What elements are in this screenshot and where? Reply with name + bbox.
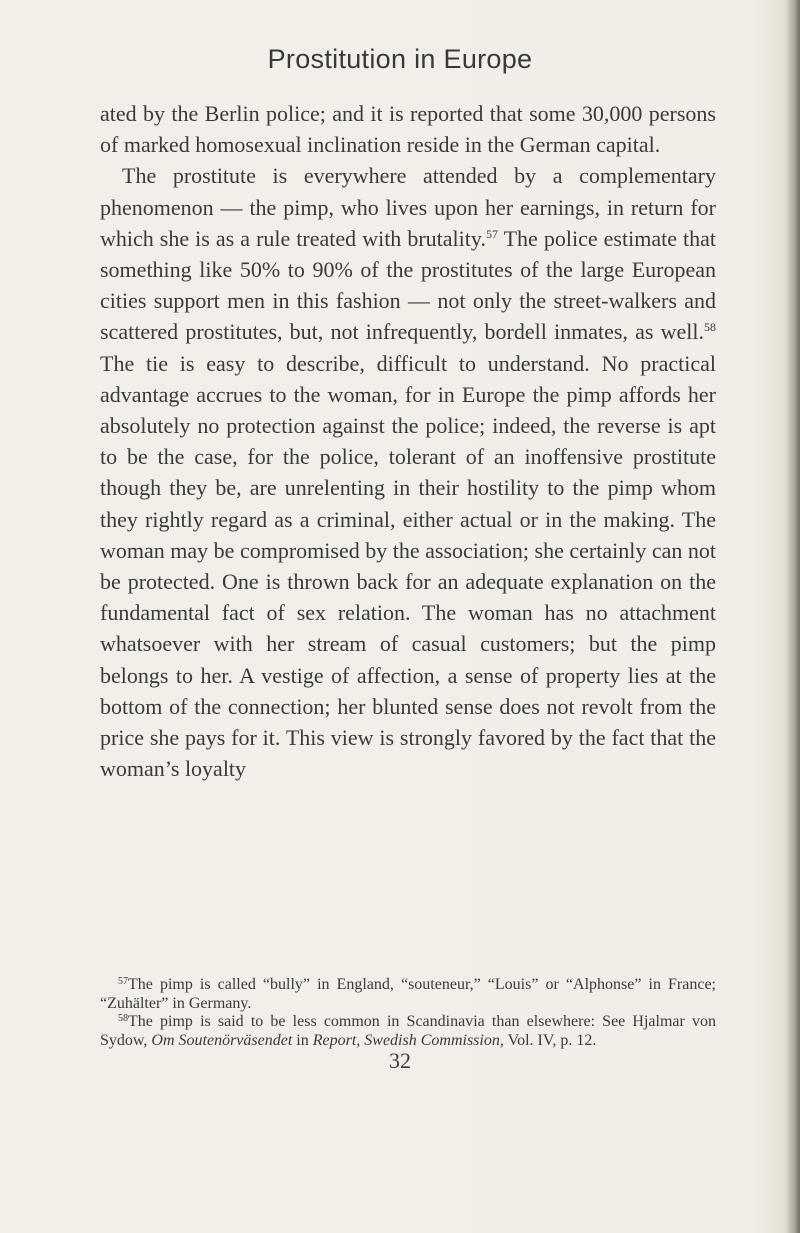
footnote-text: The pimp is said to be less common in Scandinavia than elsewhere: See Hjalmar von Sydow, (100, 1013, 716, 1049)
page-number: 32 (389, 1048, 411, 1073)
footnotes (100, 976, 716, 1050)
footnote-marker: 58 (118, 1013, 128, 1024)
footnote-57 (100, 976, 716, 1013)
paragraph-text: The prostitute is everywhere attended by a complementary phenomenon — the pimp, who lives upon her earnings, in return for which she is as a rule treated with brutality. (100, 163, 716, 251)
footnote-text: Vol. IV, p. 12. (503, 1031, 597, 1049)
footnote-58 (100, 1013, 716, 1050)
footnote-marker: 57 (118, 976, 128, 987)
footnote-ref-58: 58 (704, 320, 716, 335)
footnote-ref-57: 57 (485, 226, 498, 241)
paragraph-text: The police estimate that something like 50% to 90% of the prostitutes of the large European cities support men in this fashion — not only the street-walkers and scattered prostitutes, but, not infrequently, bordell inmates, as well. (100, 225, 716, 345)
paragraph (100, 160, 716, 784)
footnote-text: in (292, 1031, 313, 1049)
paragraph-text: The tie is easy to describe, difficult to understand. No practical advantage accrues to the woman, for in Europe the pimp affords her absolutely no protection against the police; indeed, the reverse is apt to be the case, for the police, tolerant of an inoffensive prostitute though they be, are unrelenting in their hostility to the pimp whom they rightly regard as a criminal, either actual or in the making. The woman may be compromised by the association; she certainly can not be protected. One is thrown back for an adequate explanation on the fundamental fact of sex relation. The woman has no attachment whatsoever with her stream of casual customers; but the pimp belongs to her. A vestige of affection, a sense of property lies at the bottom of the connection; her blunted sense does not revolt from the price she pays for it. This view is strongly favored by the fact that the woman’s loyalty (100, 350, 716, 782)
body-text (100, 98, 716, 784)
running-head: Prostitution in Europe (267, 44, 533, 74)
paragraph-continued: ated by the Berlin police; and it is reported that some 30,000 persons of marked homosexual inclination reside in the German capital. (100, 101, 716, 158)
cited-source: Report, Swedish Commission, (312, 1031, 504, 1049)
footnote-text: The pimp is called “bully” in England, “souteneur,” “Louis” or “Alphonse” in France; “Zuhälter” in Germany. (100, 976, 716, 1012)
cited-title: Om Soutenörväsendet (151, 1031, 293, 1049)
